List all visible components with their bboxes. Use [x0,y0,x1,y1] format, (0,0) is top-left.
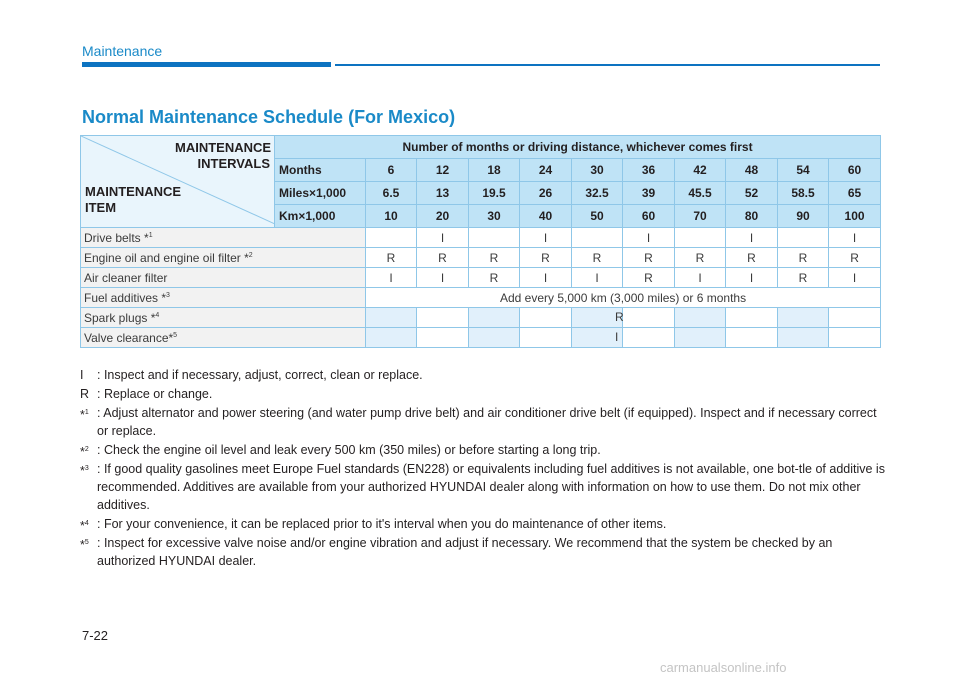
note-text: : Inspect and if necessary, adjust, correct, clean or replace. [97,368,423,382]
months-cell: 30 [572,159,623,182]
schedule-cell [366,228,417,248]
item-label: Fuel additives *$^3$ [81,288,366,308]
note-marker: *$^5$ [80,538,89,553]
section-title: Maintenance [82,43,163,59]
note-marker: *$^4$ [80,519,89,534]
note-marker: *$^1$ [80,408,89,423]
schedule-cell [615,328,675,348]
note-text: : Inspect for excessive valve noise and/or engine vibration and adjust if necessary. We recommend that the system be checked by an authorized HYUNDAI dealer. [97,536,833,568]
miles-cell: 26 [520,182,572,205]
schedule-cell: R [829,248,881,268]
schedule-cell: R [469,248,520,268]
schedule-cell [572,228,623,248]
km-cell: 50 [572,205,623,228]
schedule-cell: I [726,228,778,248]
km-cell: 70 [675,205,726,228]
schedule-cell [726,328,778,348]
schedule-cell: R [623,248,675,268]
table-row [81,268,881,288]
km-cell: 40 [520,205,572,228]
schedule-cell [778,228,829,248]
schedule-cell [675,328,726,348]
header-rule-light [335,64,880,66]
note-text: : Replace or change. [97,387,213,401]
schedule-cell [829,308,881,328]
note-marker: R [80,387,90,401]
months-cell: 36 [623,159,675,182]
page-heading: Normal Maintenance Schedule (For Mexico) [82,107,456,127]
notes-list [80,366,885,571]
km-cell: 10 [366,205,417,228]
schedule-cell [417,308,469,328]
note-item [80,385,885,403]
miles-cell: 32.5 [572,182,623,205]
schedule-cell [469,228,520,248]
miles-cell: 6.5 [366,182,417,205]
schedule-cell: I [675,268,726,288]
schedule-cell: R [623,268,675,288]
note-marker: *$^3$ [80,464,89,479]
corner-item-label: MAINTENANCE ITEM [85,184,182,215]
schedule-cell [675,228,726,248]
km-cell: 30 [469,205,520,228]
miles-cell: 19.5 [469,182,520,205]
miles-cell: 45.5 [675,182,726,205]
table-row [81,228,881,248]
months-cell: 12 [417,159,469,182]
table-row [81,328,881,348]
miles-cell: 39 [623,182,675,205]
months-cell: 18 [469,159,520,182]
schedule-cell [469,308,520,328]
miles-cell: 13 [417,182,469,205]
schedule-cell: I [623,228,675,248]
schedule-cell: I [520,268,572,288]
schedule-cell: R [778,268,829,288]
schedule-cell [417,328,469,348]
table-row [81,288,881,308]
note-item [80,366,885,384]
schedule-cell: R [520,248,572,268]
item-label: Engine oil and engine oil filter *$^2$ [81,248,366,268]
miles-cell: 65 [829,182,881,205]
table-row [81,248,881,268]
note-text: : Check the engine oil level and leak every 500 km (350 miles) or before starting a long trip. [97,443,601,457]
note-item [80,515,885,533]
schedule-cell [778,328,829,348]
km-cell: 60 [623,205,675,228]
schedule-cell [520,328,572,348]
months-cell: 42 [675,159,726,182]
schedule-cell [675,308,726,328]
months-cell: 48 [726,159,778,182]
note-item [80,534,885,570]
spark-plugs-value: R [615,310,624,324]
miles-cell: 52 [726,182,778,205]
schedule-cell [366,328,417,348]
item-label: Drive belts *$^1$ [81,228,366,248]
note-marker: I [80,368,84,382]
schedule-cell: I [417,228,469,248]
interval-header: Number of months or driving distance, whichever comes first [275,136,881,159]
schedule-cell: R [417,248,469,268]
item-label: Spark plugs *$^4$ [81,308,366,328]
schedule-cell [829,328,881,348]
months-cell: 6 [366,159,417,182]
note-text: : Adjust alternator and power steering (and water pump drive belt) and air conditioner drive belt (if equipped). Inspect and if necessary correct or replace. [97,406,877,438]
km-cell: 90 [778,205,829,228]
note-item [80,441,885,459]
schedule-cell [615,308,675,328]
header-rule-dark [82,62,331,67]
schedule-cell [469,328,520,348]
schedule-cell: I [520,228,572,248]
table-corner-header [81,136,275,228]
schedule-cell: R [675,248,726,268]
miles-cell: 58.5 [778,182,829,205]
miles-label: Miles×1,000 [275,182,366,205]
schedule-cell: I [417,268,469,288]
schedule-cell: I [572,268,623,288]
note-text: : If good quality gasolines meet Europe Fuel standards (EN228) or equivalents including fuel additives is not available, one bot-tle of additive is recommended. Additives are available from your authorized HYUNDAI dealer along with information on how to use them. Do not mix other additives. [97,462,885,512]
km-cell: 80 [726,205,778,228]
fuel-additives-interval: Add every 5,000 km (3,000 miles) or 6 months [366,288,881,308]
months-cell: 54 [778,159,829,182]
schedule-cell: R [572,248,623,268]
schedule-cell: R [366,248,417,268]
schedule-cell: I [726,268,778,288]
schedule-cell: I [366,268,417,288]
km-label: Km×1,000 [275,205,366,228]
months-cell: 24 [520,159,572,182]
months-label: Months [275,159,366,182]
note-item [80,404,885,440]
note-text: : For your convenience, it can be replaced prior to it's interval when you do maintenance of other items. [97,517,667,531]
schedule-cell: I [829,228,881,248]
valve-clearance-value: I [615,330,619,344]
note-item [80,460,885,514]
schedule-cell [520,308,572,328]
note-marker: *$^2$ [80,445,89,460]
months-cell: 60 [829,159,881,182]
schedule-cell: R [778,248,829,268]
page-number: 7-22 [82,628,109,643]
schedule-cell [726,308,778,328]
item-label: Valve clearance*$^5$ [81,328,366,348]
schedule-cell: R [469,268,520,288]
corner-intervals-label: MAINTENANCE INTERVALS [175,140,272,171]
km-cell: 20 [417,205,469,228]
maintenance-schedule-table [80,135,881,348]
item-label: Air cleaner filter [81,268,366,288]
schedule-cell: R [726,248,778,268]
schedule-cell [366,308,417,328]
km-cell: 100 [829,205,881,228]
schedule-cell: I [829,268,881,288]
schedule-cell [778,308,829,328]
watermark: carmanualsonline.info [660,660,787,675]
table-row [81,308,881,328]
